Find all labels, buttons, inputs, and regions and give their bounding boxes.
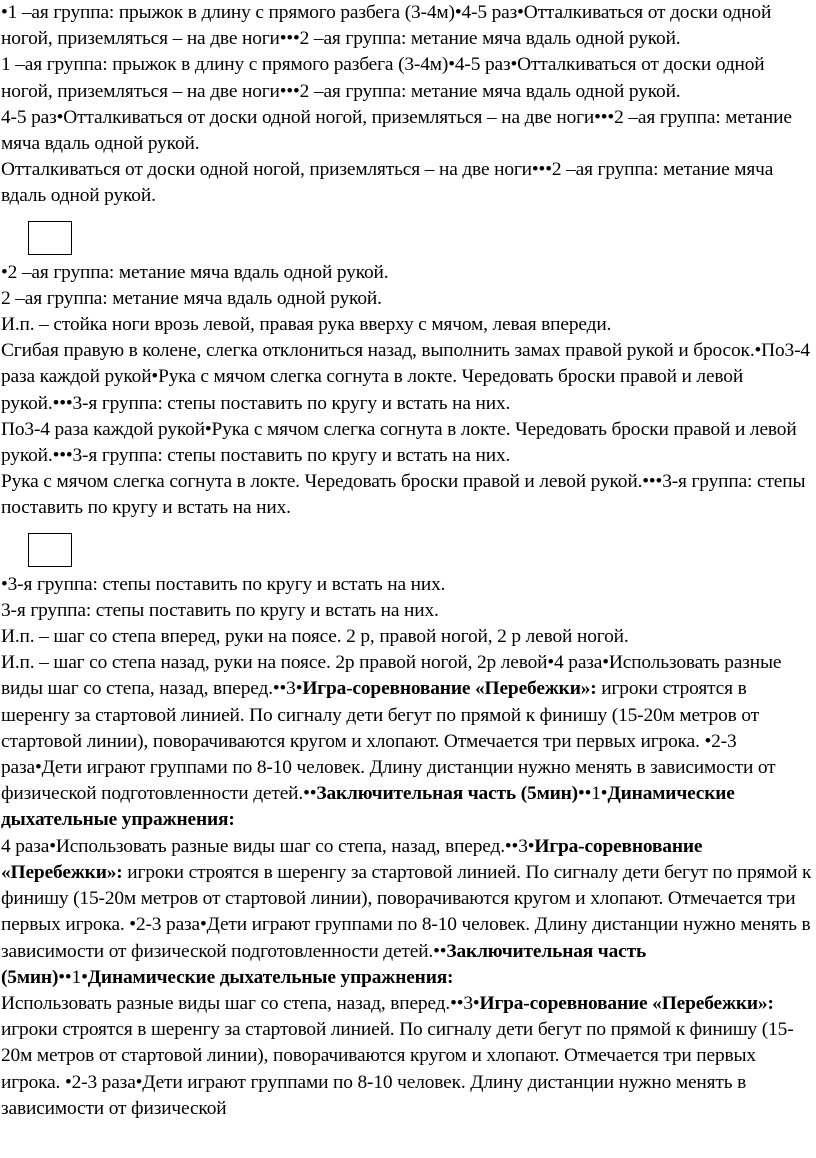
text-run: И.п. – шаг со степа вперед, руки на поясе. 2 р, правой ногой, 2 р левой ногой. [1, 626, 629, 648]
text-run: Рука с мячом слегка согнута в локте. Чередовать броски правой и левой рукой.•••3-я группа: степы поставить по кругу и встать на них. [1, 471, 806, 519]
paragraph [1, 469, 816, 521]
text-run: ••1• [577, 783, 608, 805]
empty-image-placeholder [28, 533, 72, 567]
bold-text-run: Заключительная часть (5мин) [1, 940, 647, 988]
text-run: игроки строятся в шеренгу за стартовой линией. По сигналу дети бегут по прямой к финишу (15-20м метров от стартовой линии), поворачиваются кругом и хлопают. Отмечается три первых игрока. •2-3 раза•Дети играют группами по 8-10 человек. Длину дистанции нужно менять в зависимости от физической подготовленности детей.•• [1, 861, 812, 962]
paragraph [1, 417, 816, 469]
text-run: Сгибая правую в колене, слегка отклониться назад, выполнить замах правой рукой и бросок.•По3-4 раза каждой рукой•Рука с мячом слегка согнута в локте. Чередовать броски правой и левой рукой.•••3-я группа: степы поставить по кругу и встать на них. [1, 340, 810, 414]
text-run: •2 –ая группа: метание мяча вдаль одной рукой. [1, 261, 389, 283]
paragraph [1, 0, 816, 52]
text-run: Использовать разные виды шаг со степа, назад, вперед.••3• [1, 992, 480, 1014]
paragraph [1, 312, 816, 338]
text-run: ••1• [58, 966, 88, 988]
text-run: •1 –ая группа: прыжок в длину с прямого разбега (3-4м)•4-5 раз•Отталкиваться от доски одной ногой, приземляться – на две ноги•••2 –ая группа: метание мяча вдаль одной рукой. [1, 2, 772, 50]
text-run: И.п. – шаг со степа назад, руки на поясе. 2р правой ногой, 2р левой•4 раза•Использовать разные виды шаг со степа, назад, вперед.••3• [1, 652, 782, 700]
paragraph [1, 991, 816, 1122]
paragraph [1, 650, 816, 833]
text-run: 3-я группа: степы поставить по кругу и встать на них. [1, 599, 439, 621]
text-run: По3-4 раза каждой рукой•Рука с мячом слегка согнута в локте. Чередовать броски правой и левой рукой.•••3-я группа: степы поставить по кругу и встать на них. [1, 418, 797, 467]
bold-text-run: Игра-соревнование «Перебежки»: [479, 992, 774, 1014]
paragraph [1, 572, 816, 598]
text-run: 1 –ая группа: прыжок в длину с прямого разбега (3-4м)•4-5 раз•Отталкиваться от доски одной ногой, приземляться – на две ноги•••2 –ая группа: метание мяча вдаль одной рукой. [1, 54, 765, 102]
text-run: игроки строятся в шеренгу за стартовой линией. По сигналу дети бегут по прямой к финишу (15-20м метров от стартовой линии), поворачиваются кругом и хлопают. Отмечается три первых игрока. •2-3 раза•Дети играют группами по 8-10 человек. Длину дистанции нужно менять в зависимости от физической подготовленности детей.•• [1, 678, 776, 805]
paragraph [1, 157, 816, 209]
paragraph [1, 52, 816, 104]
text-run: 2 –ая группа: метание мяча вдаль одной рукой. [1, 287, 382, 309]
paragraph [1, 834, 816, 991]
bold-text-run: Заключительная часть (5мин) [316, 783, 578, 805]
paragraph [1, 260, 816, 286]
paragraph [1, 286, 816, 312]
paragraph [1, 105, 816, 157]
text-run: 4 раза•Использовать разные виды шаг со степа, назад, вперед.••3• [1, 835, 535, 857]
text-run: Отталкиваться от доски одной ногой, приземляться – на две ноги•••2 –ая группа: метание мяча вдаль одной рукой. [1, 159, 774, 207]
bold-text-run: Игра-соревнование «Перебежки»: [1, 835, 703, 883]
text-run: 4-5 раз•Отталкиваться от доски одной ногой, приземляться – на две ноги•••2 –ая группа: метание мяча вдаль одной рукой. [1, 106, 792, 155]
empty-image-placeholder [28, 221, 72, 255]
bold-text-run: Игра-соревнование «Перебежки»: [302, 678, 597, 700]
paragraph [1, 624, 816, 650]
text-run: •3-я группа: степы поставить по кругу и встать на них. [1, 573, 446, 595]
bold-text-run: Динамические дыхательные упражнения: [1, 783, 735, 831]
bold-text-run: Динамические дыхательные упражнения: [87, 966, 454, 988]
text-run: игроки строятся в шеренгу за стартовой линией. По сигналу дети бегут по прямой к финишу (15-20м метров от стартовой линии), поворачиваются кругом и хлопают. Отмечается три первых игрока. •2-3 раза•Дети играют группами по 8-10 человек. Длину дистанции нужно менять в зависимости от физической [1, 1019, 794, 1119]
paragraph [1, 338, 816, 417]
text-run: И.п. – стойка ноги врозь левой, правая рука вверху с мячом, левая впереди. [1, 314, 612, 336]
paragraph [1, 598, 816, 624]
